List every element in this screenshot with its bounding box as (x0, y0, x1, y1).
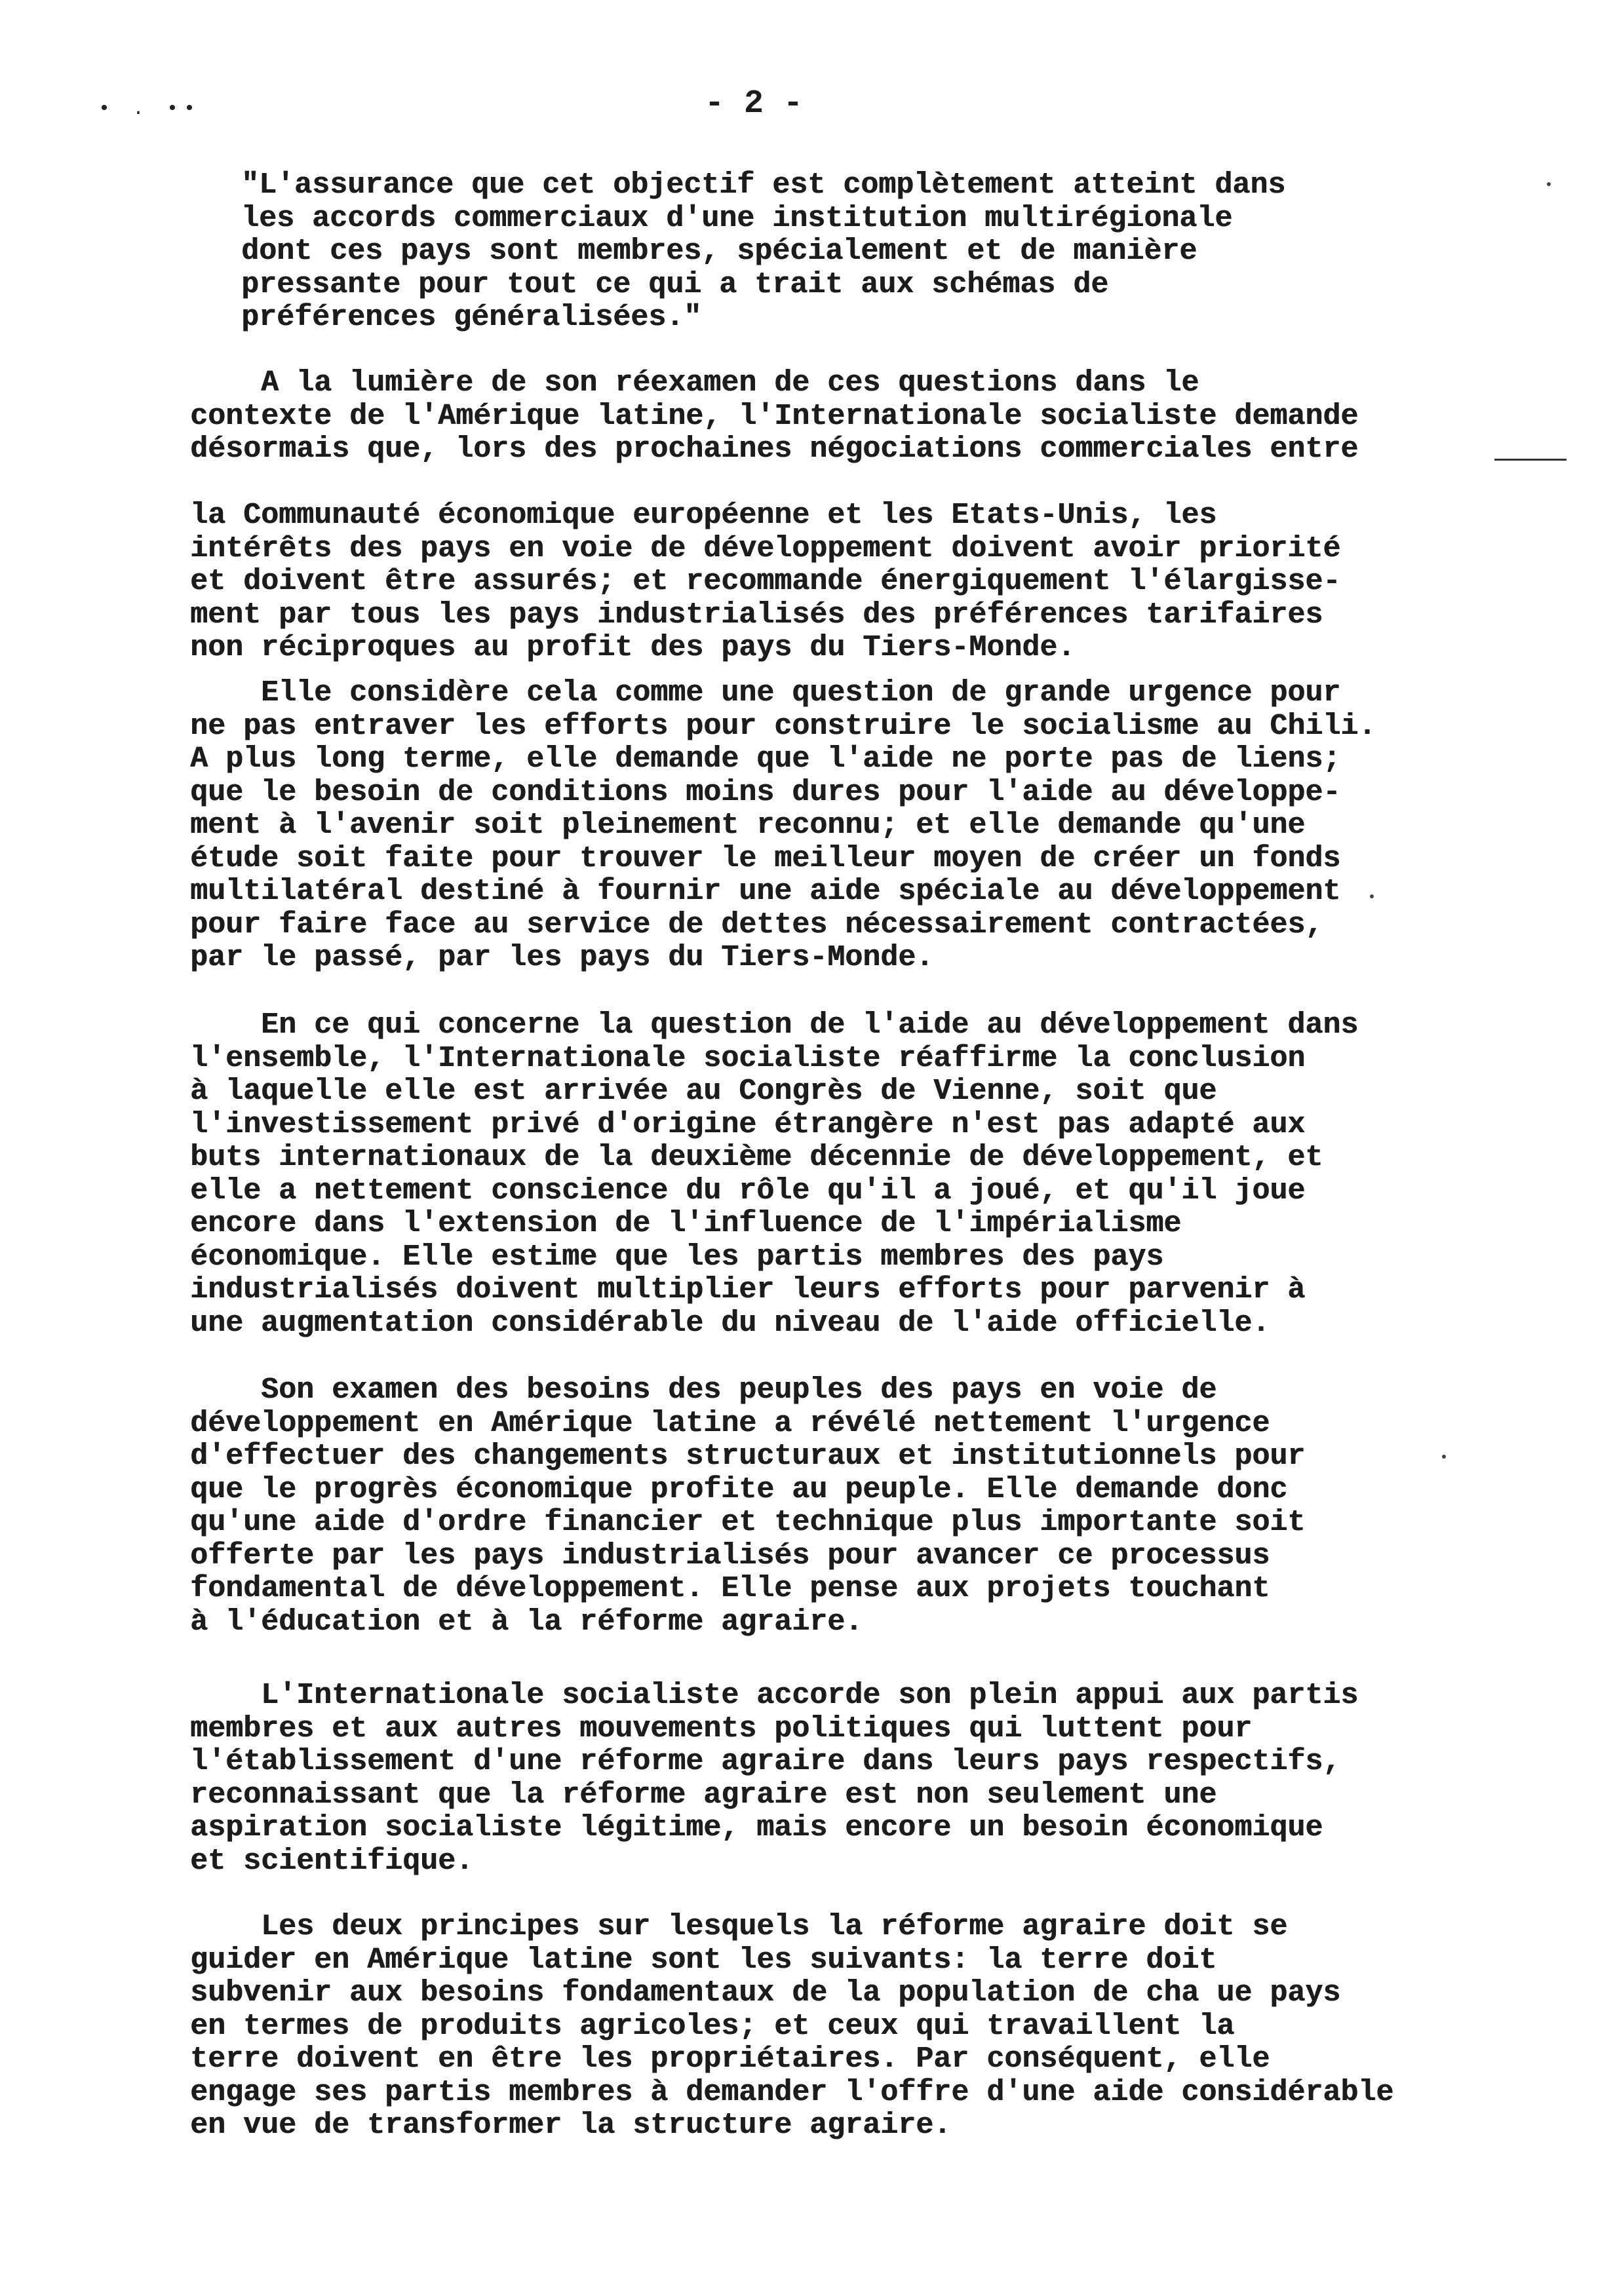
text-line: pressante pour tout ce qui a trait aux schémas de (241, 267, 1109, 301)
text-line (190, 467, 1358, 500)
text-line: L'Internationale socialiste accorde son plein appui aux partis (190, 1679, 1359, 1712)
text-line: développement en Amérique latine a révélé nettement l'urgence (190, 1406, 1270, 1440)
text-line: A plus long terme, elle demande que l'aide ne porte pas de liens; (190, 742, 1341, 776)
text-line: subvenir aux besoins fondamentaux de la population de cha ue pays (190, 1976, 1341, 2010)
text-line: multilatéral destiné à fournir une aide spéciale au développement (190, 875, 1341, 908)
text-line: offerte par les pays industrialisés pour avancer ce processus (190, 1539, 1270, 1573)
scan-speck (1442, 1455, 1446, 1459)
text-line: engage ses partis membres à demander l'offre d'une aide considérable (190, 2075, 1394, 2109)
text-line: ment par tous les pays industrialisés des préférences tarifaires (190, 598, 1323, 632)
text-line: contexte de l'Amérique latine, l'Internationale socialiste demande (190, 399, 1359, 433)
text-line: Elle considère cela comme une question de grande urgence pour (190, 676, 1341, 710)
text-line: pour faire face au service de dettes nécessairement contractées, (190, 908, 1323, 942)
text-line: A la lumière de son réexamen de ces questions dans le (190, 366, 1199, 400)
text-line: une augmentation considérable du niveau de l'aide officielle. (190, 1306, 1270, 1340)
paragraph-trade-negotiations (190, 367, 1358, 665)
text-line: l'ensemble, l'Internationale socialiste réaffirme la conclusion (190, 1041, 1306, 1075)
text-line: ment à l'avenir soit pleinement reconnu; et elle demande qu'une (190, 809, 1306, 842)
paragraph-development-aid (190, 1009, 1358, 1340)
corner-mark: • . •• (98, 98, 201, 121)
text-line: préférences généralisées." (241, 301, 702, 334)
text-line: "L'assurance que cet objectif est complètement atteint dans (241, 168, 1286, 202)
text-line: à l'éducation et à la réforme agraire. (190, 1605, 863, 1639)
text-line: que le besoin de conditions moins dures pour l'aide au développe- (190, 775, 1341, 809)
text-line: ne pas entraver les efforts pour construire le socialisme au Chili. (190, 709, 1376, 743)
text-line: reconnaissant que la réforme agraire est non seulement une (190, 1778, 1217, 1812)
text-line: à laquelle elle est arrivée au Congrès de Vienne, soit que (190, 1075, 1217, 1108)
text-line: guider en Amérique latine sont les suivants: la terre doit (190, 1943, 1217, 1977)
paragraph-chile-urgency (190, 677, 1376, 975)
text-line: la Communauté économique européenne et les Etats-Unis, les (190, 499, 1217, 532)
text-line: étude soit faite pour trouver le meilleur moyen de créer un fonds (190, 841, 1341, 875)
text-line: que le progrès économique profite au peuple. Elle demande donc (190, 1472, 1288, 1506)
text-line: l'investissement privé d'origine étrangère n'est pas adapté aux (190, 1107, 1306, 1141)
text-line: Les deux principes sur lesquels la réforme agraire doit se (190, 1910, 1288, 1943)
scan-speck (1547, 182, 1551, 186)
text-line: l'établissement d'une réforme agraire dans leurs pays respectifs, (190, 1745, 1341, 1778)
paragraph-agrarian-support (190, 1679, 1358, 1878)
text-line: en termes de produits agricoles; et ceux qui travaillent la (190, 2009, 1235, 2043)
paragraph-quote (241, 169, 1285, 335)
text-line: encore dans l'extension de l'influence de l'impérialisme (190, 1207, 1182, 1240)
text-line: d'effectuer des changements structuraux et institutionnels pour (190, 1440, 1306, 1473)
text-line: Son examen des besoins des peuples des pays en voie de (190, 1373, 1217, 1407)
text-line: aspiration socialiste légitime, mais encore un besoin économique (190, 1811, 1323, 1845)
text-line: intérêts des pays en voie de développement doivent avoir priorité (190, 531, 1341, 565)
text-line: terre doivent en être les propriétaires. Par conséquent, elle (190, 2042, 1270, 2076)
text-line: membres et aux autres mouvements politiques qui luttent pour (190, 1712, 1253, 1746)
text-line: buts internationaux de la deuxième décennie de développement, et (190, 1141, 1323, 1174)
text-line: fondamental de développement. Elle pense aux projets touchant (190, 1572, 1270, 1605)
text-line: non réciproques au profit des pays du Tiers-Monde. (190, 631, 1076, 664)
paragraph-agrarian-principles (190, 1911, 1393, 2143)
margin-dash-mark (1494, 459, 1566, 461)
text-line: et scientifique. (190, 1844, 474, 1878)
text-line: désormais que, lors des prochaines négociations commerciales entre (190, 432, 1359, 466)
text-line: dont ces pays sont membres, spécialement et de manière (241, 235, 1197, 268)
text-line: elle a nettement conscience du rôle qu'il a joué, et qu'il joue (190, 1174, 1306, 1208)
text-line: qu'une aide d'ordre financier et technique plus importante soit (190, 1506, 1306, 1539)
text-line: en vue de transformer la structure agraire. (190, 2109, 952, 2142)
text-line: En ce qui concerne la question de l'aide au développement dans (190, 1008, 1359, 1042)
text-line: les accords commerciaux d'une institution multirégionale (241, 201, 1233, 235)
paragraph-structural-changes (190, 1374, 1305, 1639)
text-line: économique. Elle estime que les partis membres des pays (190, 1240, 1164, 1274)
scan-speck (1370, 894, 1374, 898)
text-line: par le passé, par les pays du Tiers-Monde. (190, 941, 934, 974)
page-number: - 2 - (704, 85, 804, 123)
text-line: industrialisés doivent multiplier leurs efforts pour parvenir à (190, 1273, 1306, 1307)
text-line: et doivent être assurés; et recommande énergiquement l'élargisse- (190, 565, 1341, 598)
